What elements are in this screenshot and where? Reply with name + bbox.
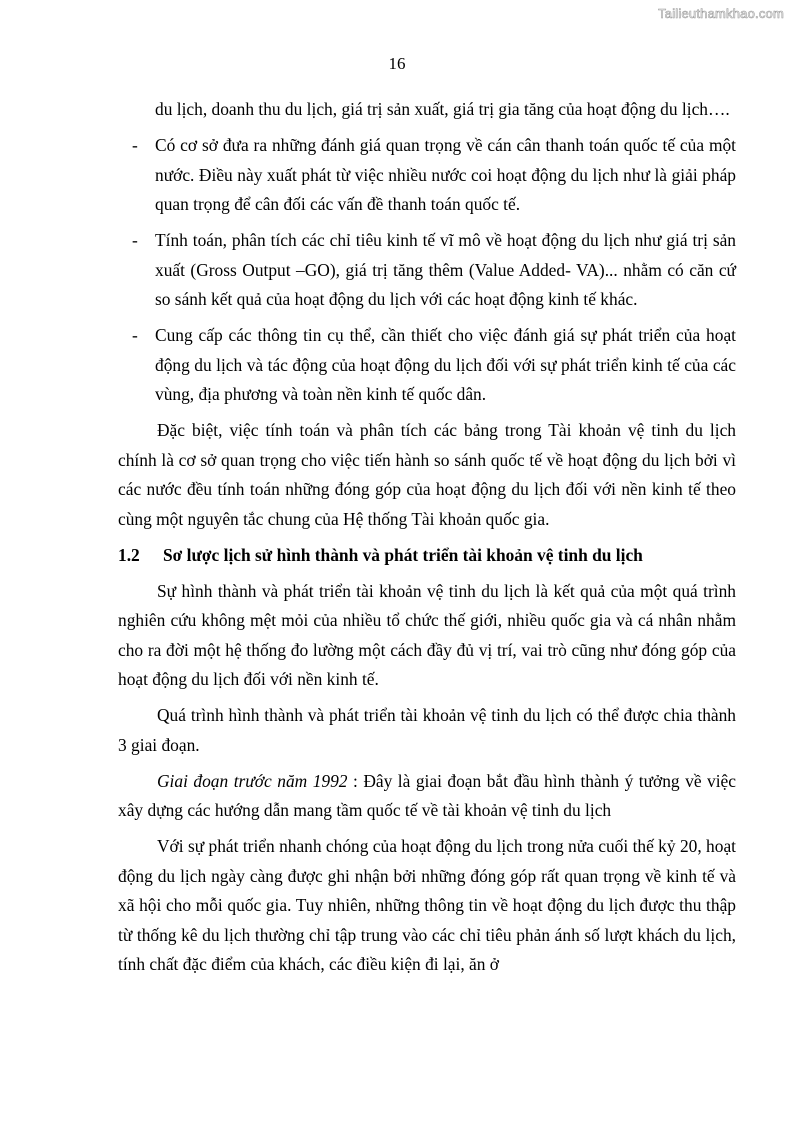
section-heading (118, 541, 736, 571)
list-item (118, 131, 736, 220)
stage1-label: Giai đoạn trước năm 1992 (157, 770, 348, 791)
bullet-list (118, 131, 736, 410)
bullet-dash: - (132, 230, 138, 250)
page-number: 16 (388, 54, 406, 73)
special-paragraph: Đặc biệt, việc tính toán và phân tích các bảng trong Tài khoản vệ tinh du lịch chính là cơ sở quan trọng cho việc tiến hành so sánh quốc tế về hoạt động du lịch bởi vì các nước đều tính toán những đóng góp của hoạt động du lịch đối với nền kinh tế theo cùng một nguyên tắc chung của Hệ thống Tài khoản quốc gia. (118, 420, 736, 529)
growth-paragraph: Với sự phát triển nhanh chóng của hoạt động du lịch trong nửa cuối thế kỷ 20, hoạt động du lịch ngày càng được ghi nhận bởi những đóng góp rất quan trọng về kinh tế và xã hội cho mỗi quốc gia. Tuy nhiên, những thông tin về hoạt động du lịch được thu thập từ thống kê du lịch thường chỉ tập trung vào các chỉ tiêu phản ánh số lượt khách du lịch, tính chất đặc điểm của khách, các điều kiện đi lại, ăn ở (118, 836, 736, 974)
stage1-text: : Đây là giai đoạn bắt đầu hình thành ý tưởng về việc xây dựng các hướng dẫn mang tầm quốc tế về tài khoản vệ tinh du lịch (118, 770, 736, 820)
watermark: Tailieuthamkhao.com (658, 6, 784, 21)
section-number: 1.2 (118, 544, 140, 565)
bullet-dash: - (132, 325, 138, 345)
list-item-text: Cung cấp các thông tin cụ thể, cần thiết cho việc đánh giá sự phát triển của hoạt động du lịch và tác động của hoạt động du lịch đối với sự phát triển kinh tế của các vùng, địa phương và toàn nền kinh tế quốc dân. (155, 325, 736, 404)
document-body (118, 95, 736, 986)
list-item-text: Có cơ sở đưa ra những đánh giá quan trọng về cán cân thanh toán quốc tế của một nước. Điều này xuất phát từ việc nhiều nước coi hoạt động du lịch như là giải pháp quan trọng để cân đối các vấn đề thanh toán quốc tế. (155, 135, 736, 214)
continuation-paragraph: du lịch, doanh thu du lịch, giá trị sản xuất, giá trị gia tăng của hoạt động du lịch…. (155, 99, 730, 119)
list-item (118, 226, 736, 315)
list-item (118, 321, 736, 410)
list-item-text: Tính toán, phân tích các chỉ tiêu kinh tế vĩ mô về hoạt động du lịch như giá trị sản xuất (Gross Output –GO), giá trị tăng thêm (Value Added- VA)... nhằm có căn cứ so sánh kết quả của hoạt động du lịch với các hoạt động kinh tế khác. (155, 230, 736, 309)
bullet-dash: - (132, 135, 138, 155)
stages-paragraph: Quá trình hình thành và phát triển tài khoản vệ tinh du lịch có thể được chia thành 3 giai đoạn. (118, 705, 736, 755)
stage1-paragraph (118, 767, 736, 826)
section-title: Sơ lược lịch sử hình thành và phát triển tài khoản vệ tinh du lịch (163, 544, 643, 565)
formation-paragraph: Sự hình thành và phát triển tài khoản vệ tinh du lịch là kết quả của một quá trình nghiên cứu không mệt mỏi của nhiều tổ chức thế giới, nhiều quốc gia và cá nhân nhằm cho ra đời một hệ thống đo lường một cách đầy đủ vị trí, vai trò cũng như đóng góp của hoạt động du lịch đối với nền kinh tế. (118, 580, 736, 689)
